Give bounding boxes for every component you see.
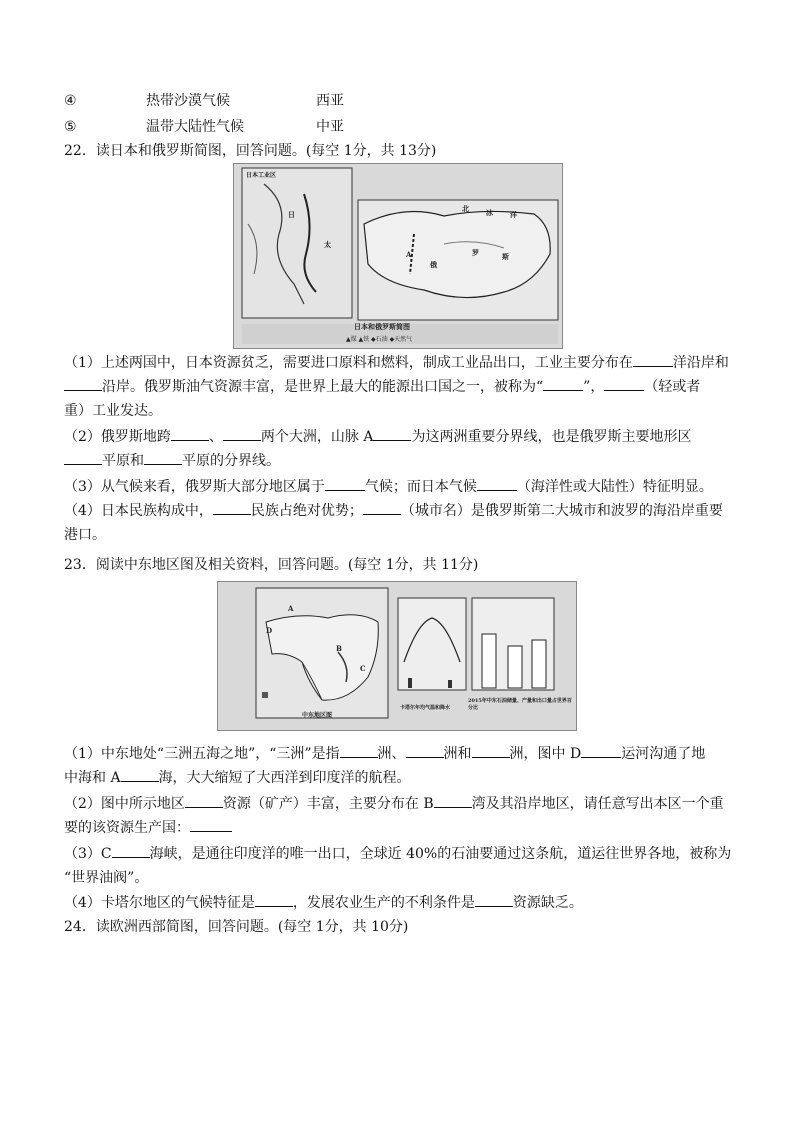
middle-east-figure: [217, 581, 577, 731]
question-text: 运河沟通了地: [621, 746, 706, 762]
region-name: 西亚: [316, 93, 344, 109]
question-text: （1）上述两国中，日本资源贫乏，需要进口原料和燃料，制成工业品出口，工业主要分布在: [64, 355, 633, 371]
answer-blank[interactable]: [633, 352, 673, 367]
row-number: ⑤: [64, 119, 77, 135]
map-label-e: 俄: [430, 260, 437, 269]
map-label-ocean: 洋: [510, 210, 517, 219]
answer-blank[interactable]: [190, 817, 232, 832]
answer-blank[interactable]: [363, 500, 401, 515]
answer-blank[interactable]: [406, 743, 444, 758]
map-drawing: [234, 164, 562, 348]
table-row-4: [64, 92, 344, 110]
q23-part-2: [64, 792, 734, 840]
question-text: （4）日本民族构成中，: [64, 503, 213, 519]
question-text: （海洋性或大陆性）特征明显。: [516, 479, 713, 495]
question-text: （1）中东地处“三洲五海之地”，“三洲”是指: [64, 746, 340, 762]
answer-blank[interactable]: [434, 793, 472, 808]
answer-blank[interactable]: [64, 376, 102, 391]
answer-blank[interactable]: [112, 843, 150, 858]
question-text: （轻或者: [644, 379, 701, 395]
japan-russia-map: [233, 163, 563, 349]
question-text: 港口。: [64, 527, 106, 543]
question-text: 两个大洲，山脉 A: [260, 429, 374, 445]
question-text: ，发展农业生产的不利条件是: [292, 895, 475, 911]
climate-caption: 卡塔尔年均气温和降水: [400, 705, 451, 711]
answer-blank[interactable]: [121, 767, 159, 782]
question-23-title: 23．阅读中东地区图及相关资料，回答问题。(每空 1分，共 11分): [64, 557, 479, 573]
answer-blank[interactable]: [213, 500, 251, 515]
question-text: 中海和 A: [64, 770, 121, 786]
question-text: ”，: [583, 379, 605, 395]
question-text: 资源（矿产）丰富，主要分布在 B: [222, 796, 434, 812]
q22-part-4: [64, 499, 734, 547]
answer-blank[interactable]: [144, 450, 182, 465]
map-label-b: B: [336, 644, 342, 653]
map-label-japan: 日: [288, 210, 295, 219]
question-text: “世界油阀”。: [64, 870, 149, 886]
map-label-d: D: [266, 626, 273, 635]
question-text: 、: [208, 429, 223, 445]
climate-type: 温带大陆性气候: [146, 119, 244, 135]
map-label-pacific: 太: [324, 240, 331, 249]
answer-blank[interactable]: [581, 743, 621, 758]
region-name: 中亚: [316, 119, 344, 135]
question-text: 洲，图中 D: [509, 746, 582, 762]
question-text: （4）卡塔尔地区的气候特征是: [64, 895, 255, 911]
answer-blank[interactable]: [373, 426, 411, 441]
map-label-north: 北: [462, 204, 469, 213]
question-text: 湾及其沿岸地区，请任意写出本区一个重: [471, 796, 724, 812]
question-text: 民族占绝对优势；: [250, 503, 363, 519]
climate-type: 热带沙漠气候: [146, 93, 230, 109]
question-text: 资源缺乏。: [512, 895, 583, 911]
question-text: （2）俄罗斯地跨: [64, 429, 171, 445]
question-text: 洋沿岸和: [672, 355, 729, 371]
answer-blank[interactable]: [472, 743, 510, 758]
question-text: （2）图中所示地区: [64, 796, 185, 812]
answer-blank[interactable]: [255, 892, 293, 907]
question-text: 重）工业发达。: [64, 403, 162, 419]
answer-blank[interactable]: [325, 476, 365, 491]
answer-blank[interactable]: [64, 450, 102, 465]
question-24-title: 24．读欧洲西部简图，回答问题。(每空 1分，共 10分): [64, 919, 409, 935]
q22-part-2: [64, 425, 734, 473]
answer-blank[interactable]: [477, 476, 517, 491]
map-label-a: A: [288, 604, 294, 613]
question-text: 气候；而日本气候: [364, 479, 477, 495]
answer-blank[interactable]: [223, 426, 261, 441]
figure-caption: 日本和俄罗斯简图: [354, 322, 410, 331]
question-text: （3）C: [64, 846, 112, 862]
question-text: 海峡，是通往印度洋的唯一出口，全球近 40%的石油要通过这条航，道运往世界各地，被称为: [149, 846, 732, 862]
question-text: 沿岸。俄罗斯油气资源丰富，是世界上最大的能源出口国之一，被称为“: [102, 379, 544, 395]
map-label-c: C: [360, 664, 366, 673]
bar-caption: 2015年中东石油储量、产量和出口量占世界百分比: [468, 698, 572, 711]
question-text: 海，大大缩短了大西洋到印度洋的航程。: [158, 770, 411, 786]
row-number: ④: [64, 93, 77, 109]
q23-part-1: [64, 742, 734, 790]
map-caption: 中东地区图: [302, 712, 333, 719]
question-text: 平原的分界线。: [182, 453, 280, 469]
inset-label: 日本工业区: [246, 172, 277, 179]
map-label-ice: 冰: [486, 208, 493, 217]
table-row-5: [64, 118, 344, 136]
question-text: 洲和: [443, 746, 472, 762]
question-text: 要的该资源生产国：: [64, 820, 190, 836]
answer-blank[interactable]: [604, 376, 644, 391]
q23-part-3: [64, 842, 734, 890]
q22-part-1: [64, 351, 734, 423]
question-text: 洲、: [377, 746, 406, 762]
question-22-title: 22．读日本和俄罗斯简图，回答问题。(每空 1分，共 13分): [64, 143, 437, 159]
map-legend: ▲煤 ▲铁 ◆石油 ◆天然气: [346, 336, 413, 343]
question-text: 平原和: [102, 453, 144, 469]
q22-part-3: [64, 475, 734, 499]
answer-blank[interactable]: [340, 743, 378, 758]
map-label-luo: 罗: [472, 248, 479, 257]
question-text: （3）从气候来看，俄罗斯大部分地区属于: [64, 479, 325, 495]
answer-blank[interactable]: [475, 892, 513, 907]
map-label-si: 斯: [502, 252, 509, 261]
map-label-a: A: [406, 250, 412, 259]
question-text: 为这两洲重要分界线，也是俄罗斯主要地形区: [411, 429, 692, 445]
question-text: （城市名）是俄罗斯第二大城市和波罗的海沿岸重要: [400, 503, 723, 519]
answer-blank[interactable]: [543, 376, 583, 391]
answer-blank[interactable]: [185, 793, 223, 808]
q23-part-4: [64, 891, 734, 915]
answer-blank[interactable]: [171, 426, 209, 441]
